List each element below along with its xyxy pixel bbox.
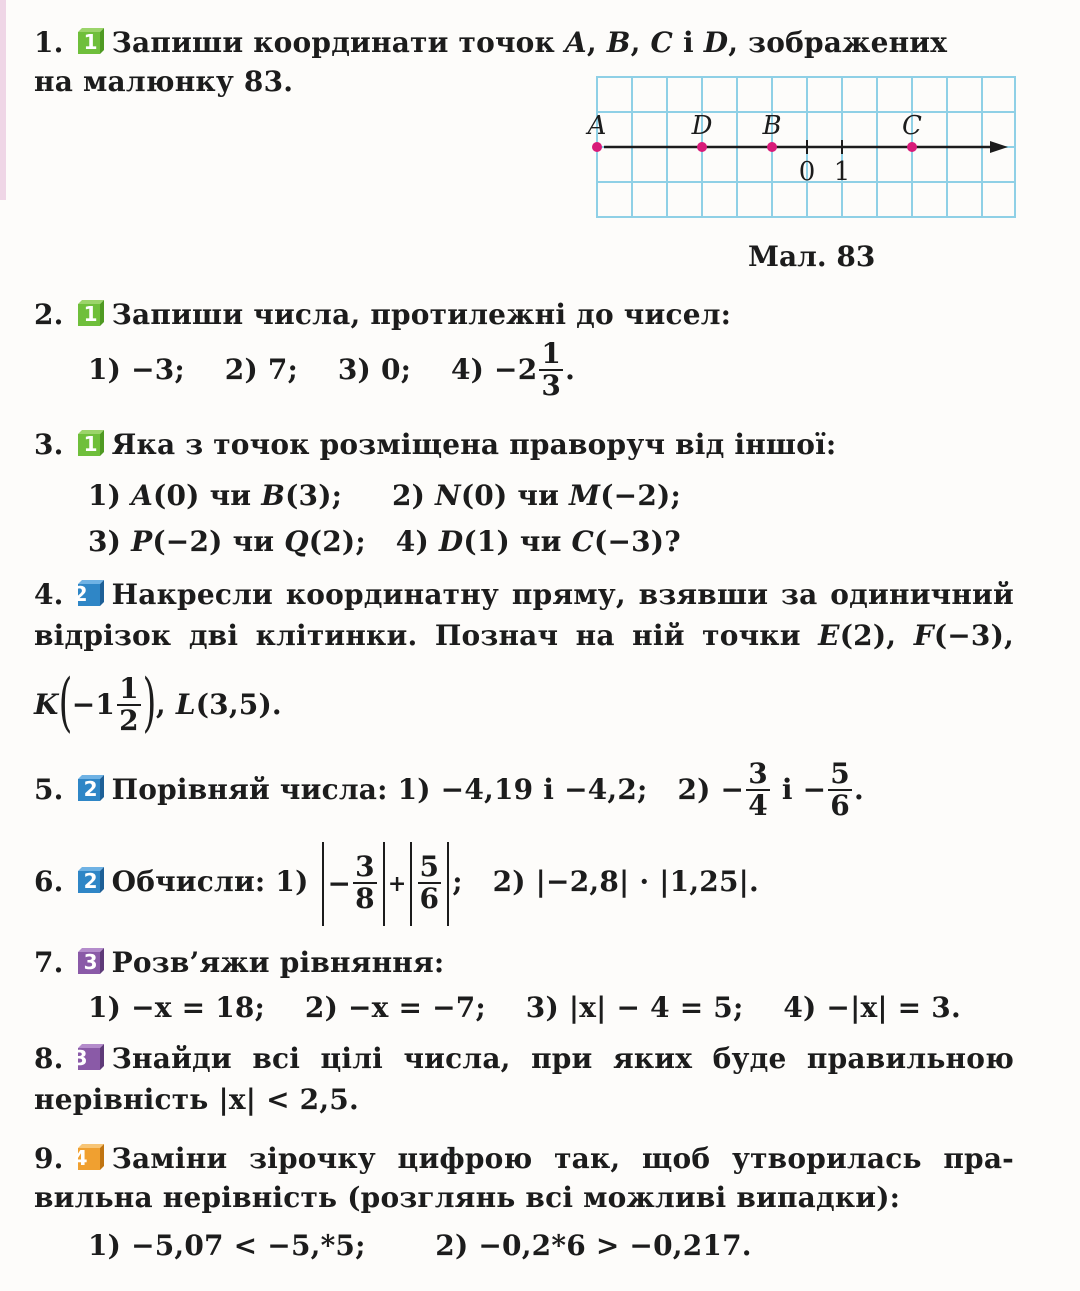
level-4-badge-icon: 4 [74,1140,108,1174]
task-9-line-1: 9. 4 Заміни зірочку цифрою так, щоб утворилась пра- [34,1142,1014,1175]
task-3-row-1: 1) A(0) чи B(3); 2) N(0) чи M(−2); [88,479,681,512]
absolute-value [410,842,450,926]
number-line-figure [587,76,1016,218]
task-8-line-2: нерівність |x| < 2,5. [34,1083,359,1116]
figure-caption: Мал. 83 [748,240,876,273]
fraction: $\frac{5}{6}$ [419,850,440,915]
fraction: $\frac{3}{4}$ [748,756,768,822]
task-text: Запиши числа, протилежні до чисел: [111,298,732,331]
task-text: Розв’яжи рівняння: [111,946,445,979]
task-8-line-1: 8. 3 Знайди всі цілі числа, при яких буде правильною [34,1042,1014,1075]
point-label-C: C [902,111,922,141]
level-1-badge-icon: 1 [74,24,108,58]
point-label-B: B [762,111,782,141]
point-label-D: D [691,111,713,141]
level-2-badge-icon: 2 [74,863,108,897]
level-3-badge-icon: 3 [74,1040,108,1074]
task-text: Заміни зірочку цифрою так, щоб утворилась пра- [111,1142,1014,1175]
task-number: 1. [34,26,64,59]
point-A [592,142,602,152]
task-4-line-2: відрізок дві клітинки. Познач на ній точки E(2), F(−3), [34,619,1014,652]
level-3-badge-icon: 3 [74,944,108,978]
task-9-line-2: вильна нерівність (розглянь всі можливі випадки): [34,1181,901,1214]
task-7-line-1: 7. 3 Розв’яжи рівняння: [34,946,445,979]
fraction: $\frac{3}{8}$ [355,850,375,915]
task-6-line: 6. 2 Обчисли: 1) − $\frac{3}{8}$ + $\frac{5}{6}$ ; 2) |−2,8| · |1,25|. [34,840,759,926]
point-C [907,142,917,152]
task-9-items: 1) −5,07 < −5,*5; 2) −0,2*6 > −0,217. [88,1229,752,1262]
fraction: $\frac{1}{2}$ [119,671,139,737]
task-text: Накресли координатну пряму, взявши за одиничний [111,578,1014,611]
task-text: Запиши координати точок A, B, C і D, зображених [111,26,948,59]
point-B [767,142,777,152]
task-text: Яка з точок розміщена праворуч від іншої: [111,428,837,461]
tick-label-1: 1 [833,157,851,187]
task-4-line-3: K(−1 $\frac{1}{2}$ ), L(3,5). [34,665,282,740]
task-3-row-2: 3) P(−2) чи Q(2); 4) D(1) чи C(−3)? [88,525,681,558]
task-2-items: 1) −3; 2) 7; 3) 0; 4) −2 $\frac{1}{3}$ . [88,336,576,402]
level-2-badge-icon: 2 [74,576,108,610]
level-2-badge-icon: 2 [74,771,108,805]
task-3-line-1: 3. 1 Яка з точок розміщена праворуч від іншої: [34,428,837,461]
task-5-line: 5. 2 Порівняй числа: 1) −4,19 і −4,2; 2) − $\frac{3}{4}$ і − $\frac{5}{6}$ . [34,756,864,822]
task-1-line-1 [34,24,1014,61]
absolute-value: − $\frac{3}{8}$ [322,842,385,926]
page-edge-strip [0,0,6,200]
fraction: $\frac{5}{6}$ [830,756,850,822]
task-1-line-2: на малюнку 83. [34,65,294,98]
level-1-badge-icon: 1 [74,426,108,460]
axis-arrow-icon [990,141,1008,153]
point-label-A: A [587,111,607,141]
task-2-line-1: 2. 1 Запиши числа, протилежні до чисел: [34,298,732,331]
point-D [697,142,707,152]
task-7-items: 1) −x = 18; 2) −x = −7; 3) |x| − 4 = 5; 4) −|x| = 3. [88,991,961,1024]
level-1-badge-icon: 1 [74,296,108,330]
task-text: Знайди всі цілі числа, при яких буде правильною [111,1042,1014,1075]
task-4-line-1: 4. 2 Накресли координатну пряму, взявши за одиничний [34,578,1014,611]
fraction: $\frac{1}{3}$ [541,336,562,402]
tick-label-0: 0 [798,157,816,187]
